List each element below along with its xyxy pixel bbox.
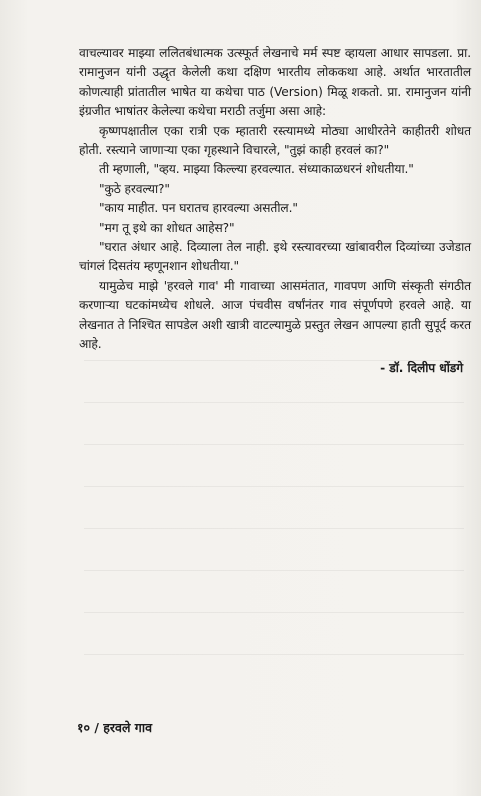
show-through-line	[84, 654, 464, 655]
dialogue-line: "काय माहीत. पन घरातच हारवल्या असतील."	[99, 201, 298, 216]
show-through-line	[84, 570, 464, 571]
show-through-line	[84, 486, 464, 487]
author-signature: - डॉ. दिलीप धोंडगे	[380, 360, 463, 375]
page-footer: १० / हरवले गाव	[77, 720, 153, 735]
paragraph-conclusion: यामुळेच माझे 'हरवले गाव' मी गावाच्या आसमंतात, गावपण आणि संस्कृती संगठीत करणाऱ्या घटकांमध्येच शोधले. आज पंचवीस वर्षांनंतर गाव संपूर्णपणे हरवले आहे. या लेखनात ते निश्चित सापडेल अशी खात्री वाटल्यामुळे प्रस्तुत लेखन आपल्या हाती सुपूर्द करत आहे.	[79, 278, 471, 352]
paragraph-story: कृष्णपक्षातील एका रात्री एक म्हातारी रस्त्यामध्ये मोठ्या आधीरतेने काहीतरी शोधत होती. रस्त्याने जाणाऱ्या एका गृहस्थाने विचारले, "तुझं काही हरवलं का?"	[79, 123, 471, 158]
dialogue-line: "कुठे हरवल्या?"	[99, 181, 170, 196]
show-through-line	[84, 528, 464, 529]
dialogue-line: "घरात अंधार आहे. दिव्याला तेल नाही. इथे रस्त्यावरच्या खांबावरील दिव्यांच्या उजेडात चांगलं दिसतंय म्हणूनशान शोधतीया."	[79, 240, 471, 274]
body-text	[79, 44, 471, 378]
show-through-line	[84, 444, 464, 445]
show-through-line	[84, 612, 464, 613]
dialogue-line: "मग तू इथे का शोधत आहेस?"	[99, 220, 235, 235]
paragraph-intro: वाचल्यावर माझ्या ललितबंधात्मक उत्स्फूर्त लेखनाचे मर्म स्पष्ट व्हायला आधार सापडला. प्रा. रामानुजन यांनी उद्धृत केलेली कथा दक्षिण भारतीय लोककथा आहे. अर्थात भारतातील कोणत्याही प्रांतातील भाषेत या कथेचा पाठ (Version) मिळू शकतो. प्रा. रामानुजन यांनी इंग्रजीत भाषांतर केलेल्या कथेचा मराठी तर्जुमा असा आहे:	[79, 46, 471, 119]
dialogue-line: ती म्हणाली, "व्हय. माझ्या किल्ल्या हरवल्यात. संध्याकाळधरनं शोधतीया."	[99, 162, 414, 177]
show-through-line	[84, 402, 464, 403]
